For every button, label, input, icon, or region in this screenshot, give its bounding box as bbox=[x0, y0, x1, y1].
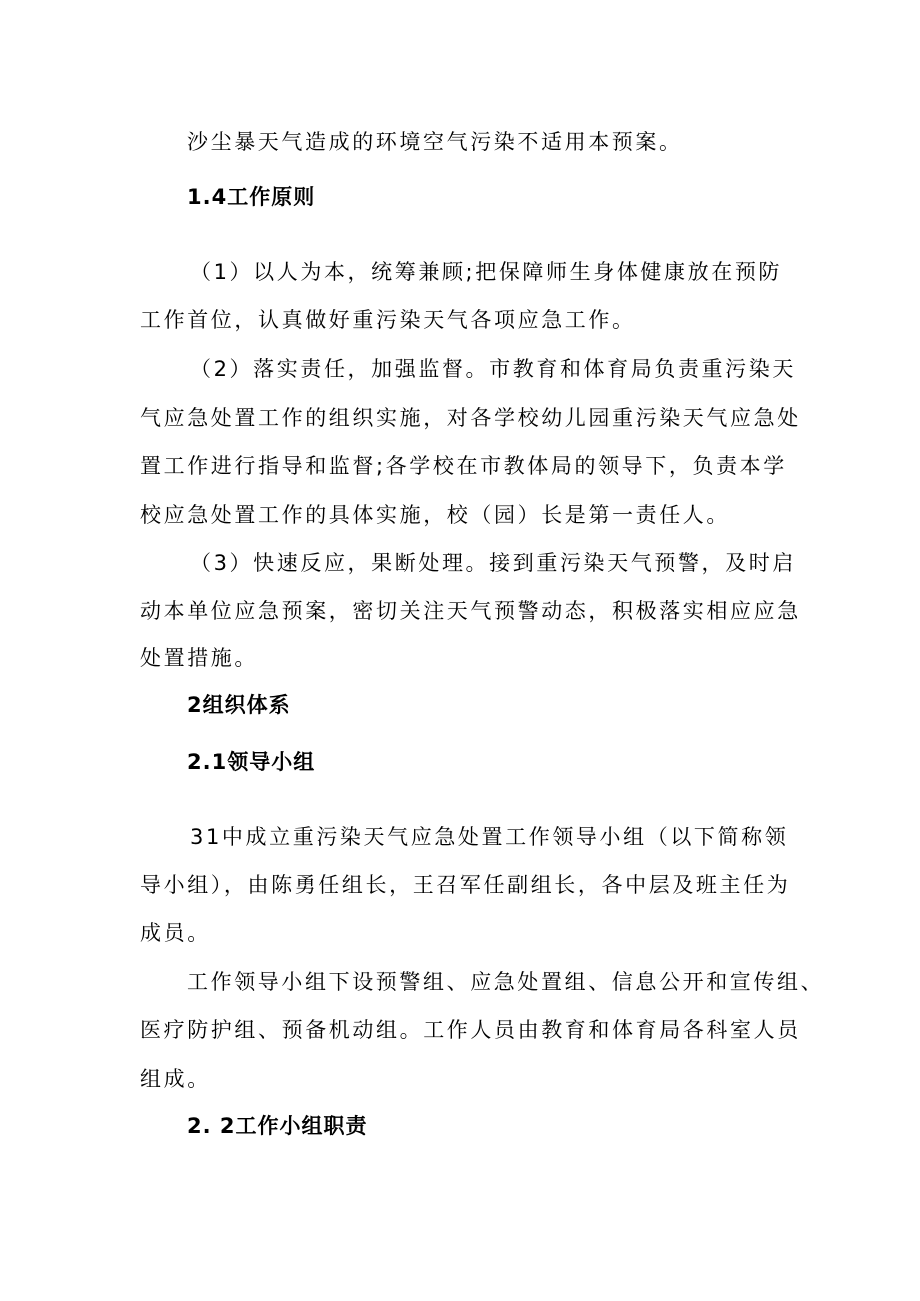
section-heading: 1.4工作原则 bbox=[187, 185, 316, 209]
paragraph-line: 处置措施。 bbox=[140, 646, 258, 670]
paragraph-line: （1）以人为本，统筹兼顾;把保障师生身体健康放在预防 bbox=[190, 260, 783, 284]
paragraph-line: 动本单位应急预案，密切关注天气预警动态，积极落实相应应急 bbox=[140, 599, 801, 623]
section-heading: 2.1领导小组 bbox=[187, 750, 316, 774]
paragraph-line: 导小组），由陈勇任组长，王召军任副组长，各中层及班主任为 bbox=[140, 873, 791, 897]
section-heading: 2组织体系 bbox=[187, 693, 291, 717]
paragraph-line: 工作领导小组下设预警组、应急处置组、信息公开和宣传组、 bbox=[187, 970, 825, 994]
paragraph-line: 置工作进行指导和监督;各学校在市教体局的领导下，负责本学 bbox=[140, 454, 787, 478]
paragraph-line: 31中成立重污染天气应急处置工作领导小组（以下简称领 bbox=[190, 825, 789, 849]
paragraph-line: 成员。 bbox=[140, 921, 211, 945]
paragraph-line: 组成。 bbox=[140, 1067, 211, 1091]
paragraph-line: （3）快速反应，果断处理。接到重污染天气预警，及时启 bbox=[190, 551, 796, 575]
paragraph-line: （2）落实责任，加强监督。市教育和体育局负责重污染天 bbox=[190, 357, 796, 381]
paragraph-line: 沙尘暴天气造成的环境空气污染不适用本预案。 bbox=[187, 130, 683, 154]
paragraph-line: 气应急处置工作的组织实施，对各学校幼儿园重污染天气应急处 bbox=[140, 406, 801, 430]
paragraph-line: 校应急处置工作的具体实施，校（园）长是第一责任人。 bbox=[140, 503, 730, 527]
section-heading: 2. 2工作小组职责 bbox=[187, 1114, 368, 1138]
paragraph-line: 工作首位，认真做好重污染天气各项应急工作。 bbox=[140, 308, 636, 332]
paragraph-line: 医疗防护组、预备机动组。工作人员由教育和体育局各科室人员 bbox=[140, 1018, 801, 1042]
